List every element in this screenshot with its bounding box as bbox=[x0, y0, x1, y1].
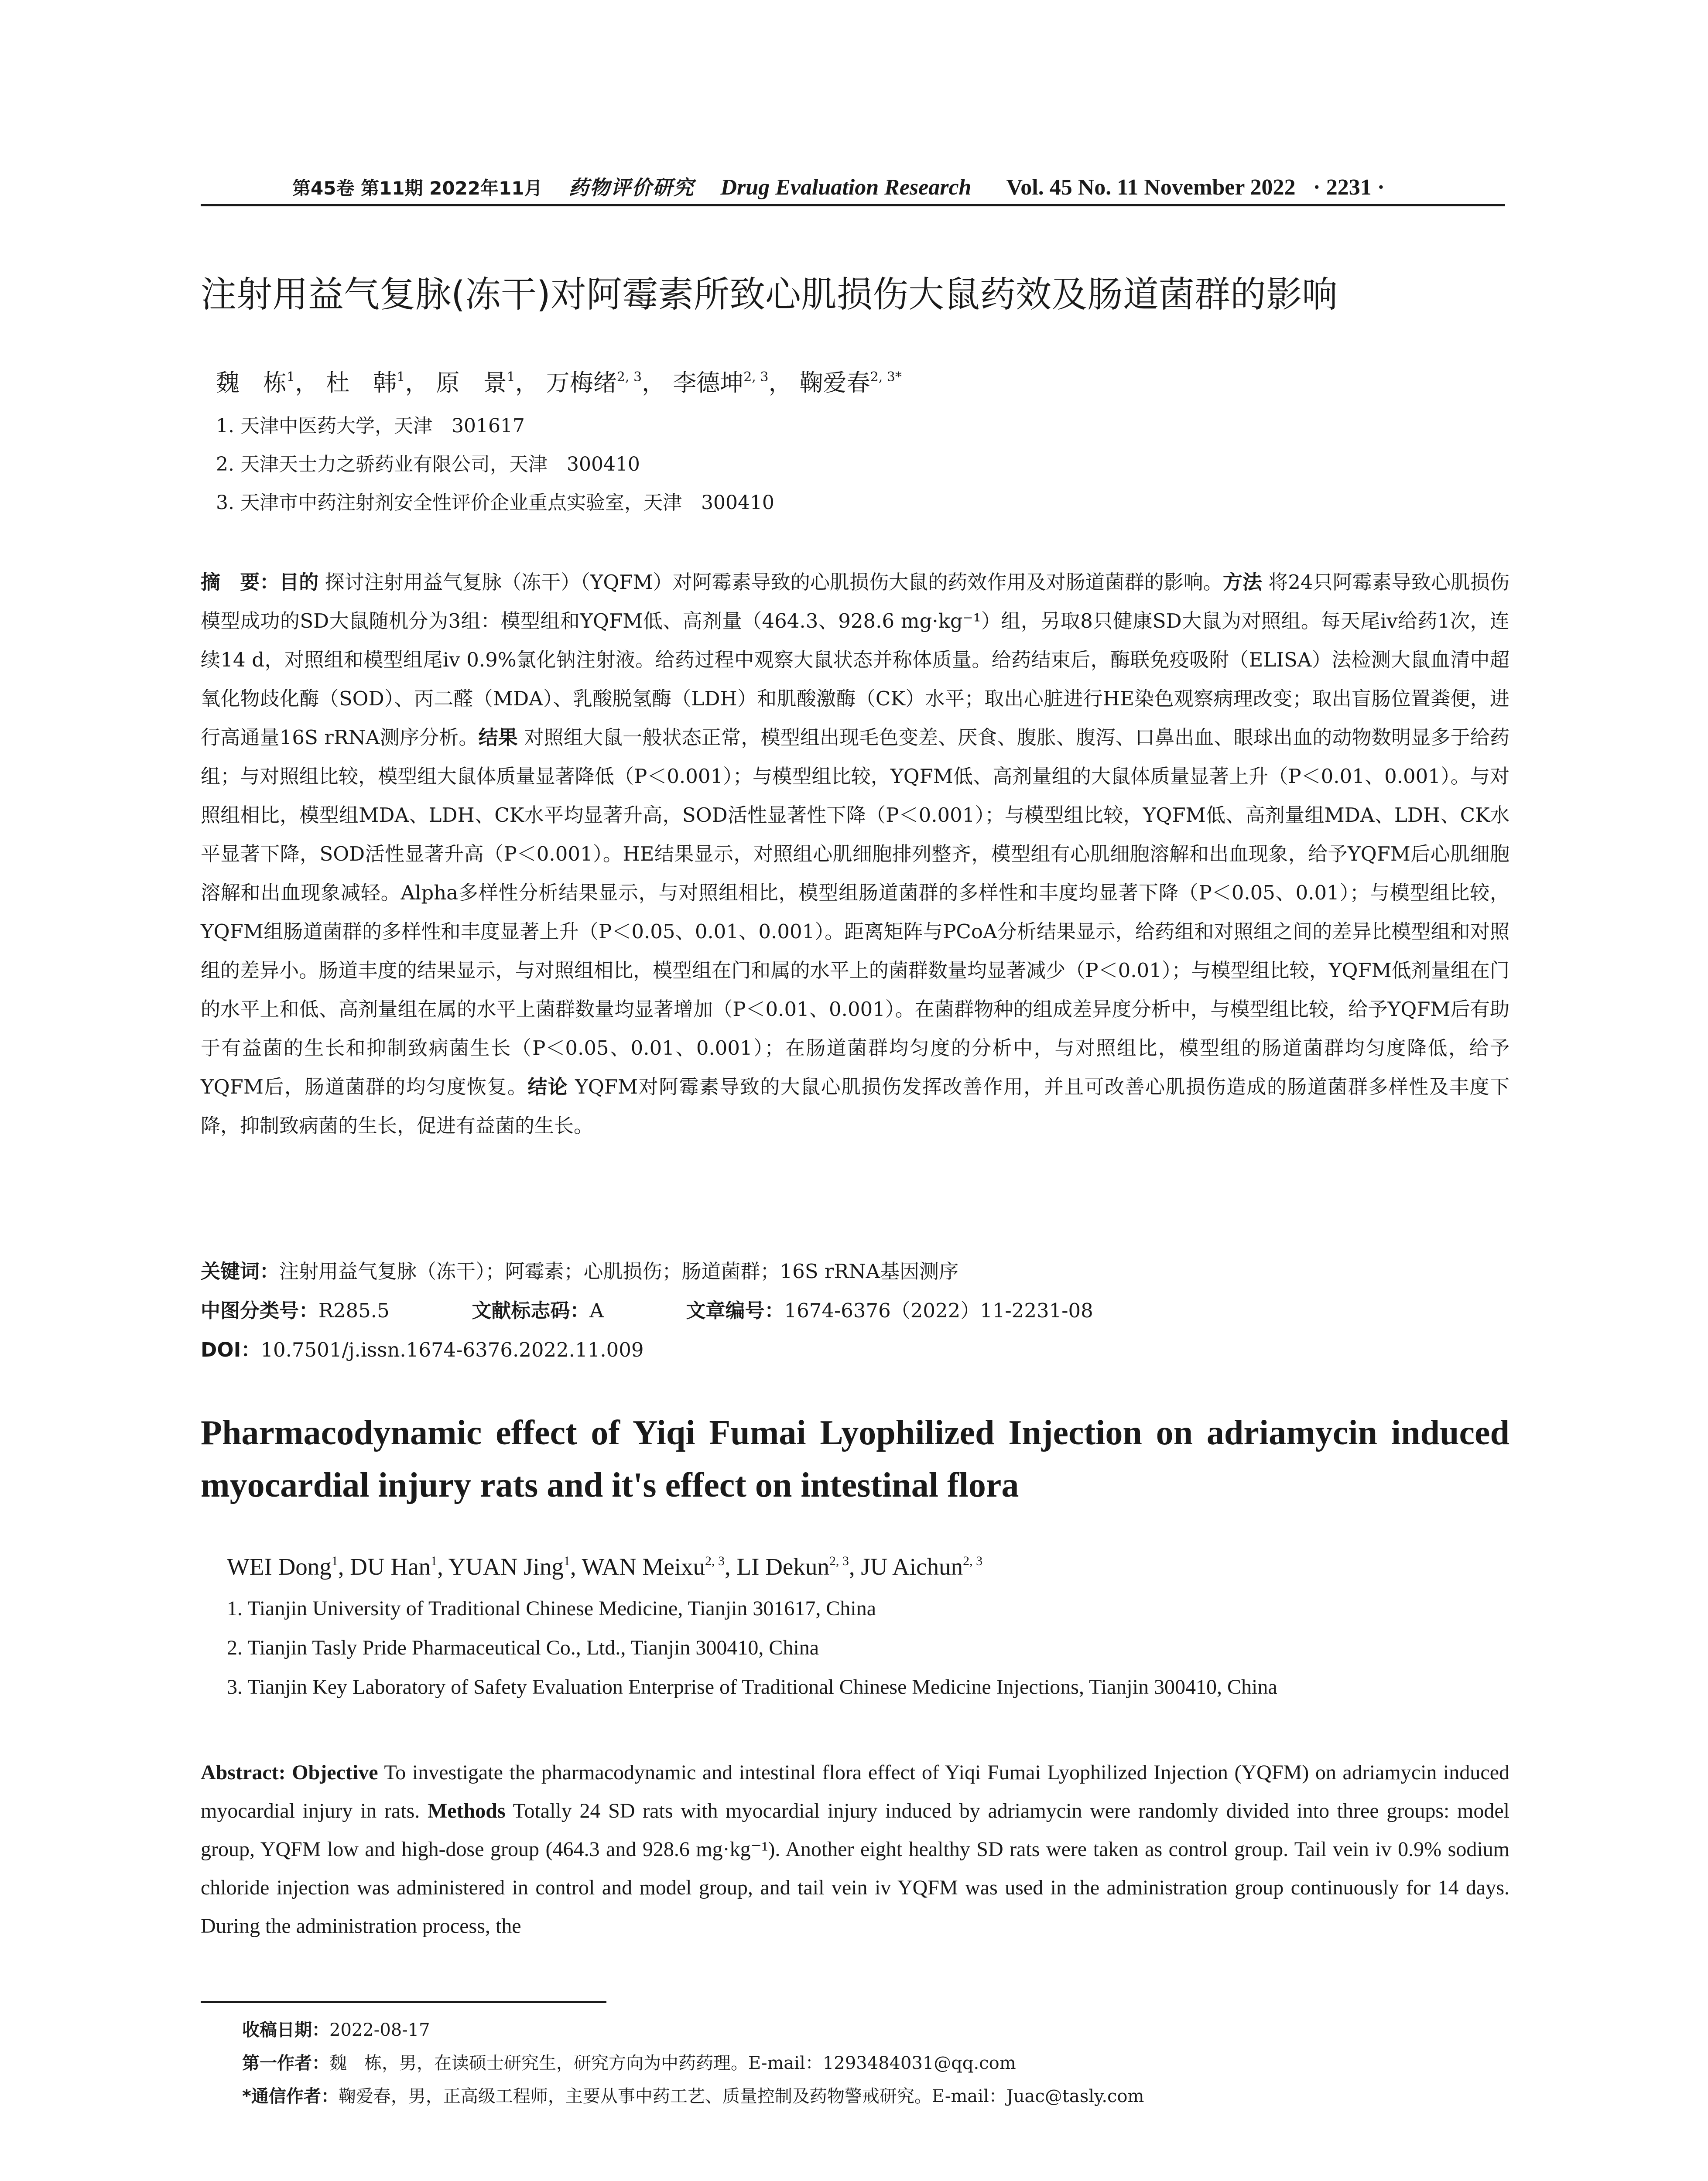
received-date: 2022-08-17 bbox=[329, 2020, 430, 2040]
article-number-label: 文章编号： bbox=[686, 1299, 784, 1322]
title-cn: 注射用益气复脉(冻干)对阿霉素所致心肌损伤大鼠药效及肠道菌群的影响 bbox=[201, 274, 1338, 315]
objective-text: 探讨注射用益气复脉（冻干）（YQFM）对阿霉素导致的心肌损伤大鼠的药效作用及对肠道菌群的影响。 bbox=[325, 571, 1223, 594]
journal-logo: 药物评价研究 bbox=[568, 176, 695, 199]
affiliation-cn-2: 2. 天津天士力之骄药业有限公司，天津 300410 bbox=[216, 453, 640, 475]
footnote-received bbox=[242, 2016, 430, 2041]
doc-code-label: 文献标志码： bbox=[472, 1299, 590, 1322]
author-cn: 李德坤 bbox=[673, 369, 744, 397]
objective-en-label: Objective bbox=[292, 1761, 378, 1784]
author-sup: 2, 3 bbox=[963, 1554, 983, 1568]
methods-label: 方法 bbox=[1222, 571, 1262, 594]
doc-code-value: A bbox=[589, 1299, 604, 1322]
affiliation-en-3: 3. Tianjin Key Laboratory of Safety Evaluation Enterprise of Traditional Chinese Medicine Injections, Tianjin 300410, China bbox=[227, 1675, 1277, 1699]
abstract-label: 摘 要： bbox=[201, 571, 280, 594]
author-en: WEI Dong bbox=[227, 1553, 332, 1580]
footnote-first-author bbox=[242, 2049, 1016, 2074]
objective-label: 目的 bbox=[279, 571, 319, 594]
methods-en-label: Methods bbox=[427, 1799, 506, 1822]
author-sup: 1 bbox=[431, 1554, 438, 1568]
author-cn: 原 景 bbox=[436, 369, 507, 397]
doi-line bbox=[201, 1334, 644, 1362]
author-sup: 2, 3 bbox=[616, 369, 642, 385]
abstract-cn bbox=[201, 563, 1509, 1145]
doi-label: DOI： bbox=[201, 1338, 261, 1361]
author-en: DU Han bbox=[350, 1553, 431, 1580]
keywords-cn bbox=[201, 1255, 958, 1284]
author-en: YUAN Jing bbox=[448, 1553, 564, 1580]
author-sup: 1 bbox=[397, 369, 405, 385]
article-number-value: 1674-6376（2022）11-2231-08 bbox=[784, 1299, 1093, 1322]
authors-en: WEI Dong$^1$, DU Han$^1$, YUAN Jing$^1$, WAN Meixu$^{2, 3}$, LI Dekun$^{2, 3}$, JU Aichun$^{2, 3}$ bbox=[227, 1553, 983, 1580]
objective-en-text: To investigate the pharmacodynamic and intestinal flora effect of Yiqi Fumai Lyophilized Injection (YQFM) on adriamycin induced myocardial injury in rats. bbox=[201, 1761, 1510, 1822]
affiliation-en-2: 2. Tianjin Tasly Pride Pharmaceutical Co., Ltd., Tianjin 300410, China bbox=[227, 1636, 819, 1659]
abstract-en-label: Abstract: bbox=[201, 1761, 286, 1784]
footnote-divider bbox=[201, 2001, 606, 2003]
keywords-text: 注射用益气复脉（冻干）；阿霉素；心肌损伤；肠道菌群；16S rRNA基因测序 bbox=[279, 1260, 959, 1283]
author-sup: 1 bbox=[287, 369, 295, 385]
methods-text: 将24只阿霉素导致心肌损伤模型成功的SD大鼠随机分为3组：模型组和YQFM低、高剂量（464.3、928.6 mg·kg⁻¹）组，另取8只健康SD大鼠为对照组。每天尾iv给药1次，连续14 d，对照组和模型组尾iv 0.9%氯化钠注射液。给药过程中观察大鼠状态并称体质量。给药结束后，酶联免疫吸附（ELISA）法检测大鼠血清中超氧化物歧化酶（SOD）、丙二醛（MDA）、乳酸脱氢酶（LDH）和肌酸激酶（CK）水平；取出心脏进行HE染色观察病理改变；取出盲肠位置粪便，进行高通量16S rRNA测序分析。 bbox=[201, 571, 1509, 749]
corresponding-author-text: 鞠爱春，男，正高级工程师，主要从事中药工艺、质量控制及药物警戒研究。E-mail：Juac@tasly.com bbox=[338, 2086, 1144, 2106]
author-sup: 2, 3 bbox=[829, 1554, 849, 1568]
author-cn: 万梅绪 bbox=[546, 369, 617, 397]
header-page-number: · 2231 · bbox=[1313, 175, 1385, 200]
author-sup: 2, 3 bbox=[705, 1554, 725, 1568]
author-sup: 2, 3* bbox=[870, 369, 902, 385]
clc-label: 中图分类号： bbox=[201, 1299, 319, 1322]
author-cn: 魏 栋 bbox=[216, 369, 287, 397]
clc-value: R285.5 bbox=[318, 1299, 390, 1322]
results-label: 结果 bbox=[478, 726, 518, 749]
header-journal-en: Drug Evaluation Research bbox=[720, 175, 972, 200]
header-volume: Vol. 45 No. 11 November 2022 bbox=[1006, 175, 1296, 200]
author-cn: 鞠爱春 bbox=[799, 369, 870, 397]
received-label: 收稿日期： bbox=[242, 2020, 329, 2040]
author-en: WAN Meixu bbox=[582, 1553, 705, 1580]
author-sup: 1 bbox=[507, 369, 515, 385]
doi-value: 10.7501/j.issn.1674-6376.2022.11.009 bbox=[260, 1338, 644, 1361]
author-sup: 1 bbox=[331, 1554, 338, 1568]
author-en: LI Dekun bbox=[736, 1553, 829, 1580]
authors-cn: 魏 栋$^1$， 杜 韩$^1$， 原 景$^1$， 万梅绪$^{2, 3}$， 李德坤$^{2, 3}$， 鞠爱春$^{2, 3*}$ bbox=[216, 369, 902, 397]
conclusion-label: 结论 bbox=[527, 1075, 568, 1098]
author-sup: 1 bbox=[563, 1554, 570, 1568]
author-en: JU Aichun bbox=[861, 1553, 963, 1580]
title-en: Pharmacodynamic effect of Yiqi Fumai Lyophilized Injection on adriamycin induced myocardial injury rats and it's effect on intestinal flora bbox=[201, 1414, 1509, 1504]
conclusion-text: YQFM对阿霉素导致的大鼠心肌损伤发挥改善作用，并且可改善心肌损伤造成的肠道菌群多样性及丰度下降，抑制致病菌的生长，促进有益菌的生长。 bbox=[201, 1075, 1509, 1137]
affiliation-cn-1: 1. 天津中医药大学，天津 301617 bbox=[216, 415, 525, 437]
first-author-label: 第一作者： bbox=[242, 2053, 329, 2073]
affiliation-cn-3: 3. 天津市中药注射剂安全性评价企业重点实验室，天津 300410 bbox=[216, 492, 774, 514]
abstract-en bbox=[201, 1754, 1509, 1945]
corresponding-author-label: *通信作者： bbox=[242, 2086, 339, 2106]
running-header bbox=[201, 167, 1505, 206]
first-author-text: 魏 栋，男，在读硕士研究生，研究方向为中药药理。E-mail：1293484031@qq.com bbox=[329, 2053, 1016, 2073]
author-cn: 杜 韩 bbox=[326, 369, 397, 397]
header-issue-cn: 第45卷 第11期 2022年11月 bbox=[292, 178, 543, 199]
keywords-label: 关键词： bbox=[201, 1260, 280, 1283]
methods-en-text: Totally 24 SD rats with myocardial injury induced by adriamycin were randomly divided into three groups: model group, YQFM low and high-dose group (464.3 and 928.6 mg·kg⁻¹). Another eight healthy SD rats were taken as control group. Tail vein iv 0.9% sodium chloride injection was administered in control and model group, and tail vein iv YQFM was used in the administration group continuously for 14 days. During the administration process, the bbox=[201, 1799, 1510, 1938]
footnote-corresponding-author bbox=[242, 2082, 1144, 2107]
affiliation-en-1: 1. Tianjin University of Traditional Chinese Medicine, Tianjin 301617, China bbox=[227, 1597, 876, 1620]
classification-line bbox=[201, 1295, 1093, 1323]
author-sup: 2, 3 bbox=[743, 369, 769, 385]
results-text: 对照组大鼠一般状态正常，模型组出现毛色变差、厌食、腹胀、腹泻、口鼻出血、眼球出血的动物数明显多于给药组；与对照组比较，模型组大鼠体质量显著降低（P＜0.001）；与模型组比较，YQFM低、高剂量组的大鼠体质量显著上升（P＜0.01、0.001）。与对照组相比，模型组MDA、LDH、CK水平均显著升高，SOD活性显著性下降（P＜0.001）；与模型组比较，YQFM低、高剂量组MDA、LDH、CK水平显著下降，SOD活性显著升高（P＜0.001）。HE结果显示，对照组心肌细胞排列整齐，模型组有心肌细胞溶解和出血现象，给予YQFM后心肌细胞溶解和出血现象减轻。Alpha多样性分析结果显示，与对照组相比，模型组肠道菌群的多样性和丰度均显著下降（P＜0.05、0.01）；与模型组比较，YQFM组肠道菌群的多样性和丰度显著上升（P＜0.05、0.01、0.001）。距离矩阵与PCoA分析结果显示，给药组和对照组之间的差异比模型组和对照组的差异小。肠道丰度的结果显示，与对照组相比，模型组在门和属的水平上的菌群数量均显著减少（P＜0.01）；与模型组比较，YQFM低剂量组在门的水平上和低、高剂量组在属的水平上菌群数量均显著增加（P＜0.01、0.001）。在菌群物种的组成差异度分析中，与模型组比较，给予YQFM后有助于有益菌的生长和抑制致病菌生长（P＜0.05、0.01、0.001）；在肠道菌群均匀度的分析中，与对照组比，模型组的肠道菌群均匀度降低，给予YQFM后，肠道菌群的均匀度恢复。 bbox=[201, 726, 1509, 1098]
